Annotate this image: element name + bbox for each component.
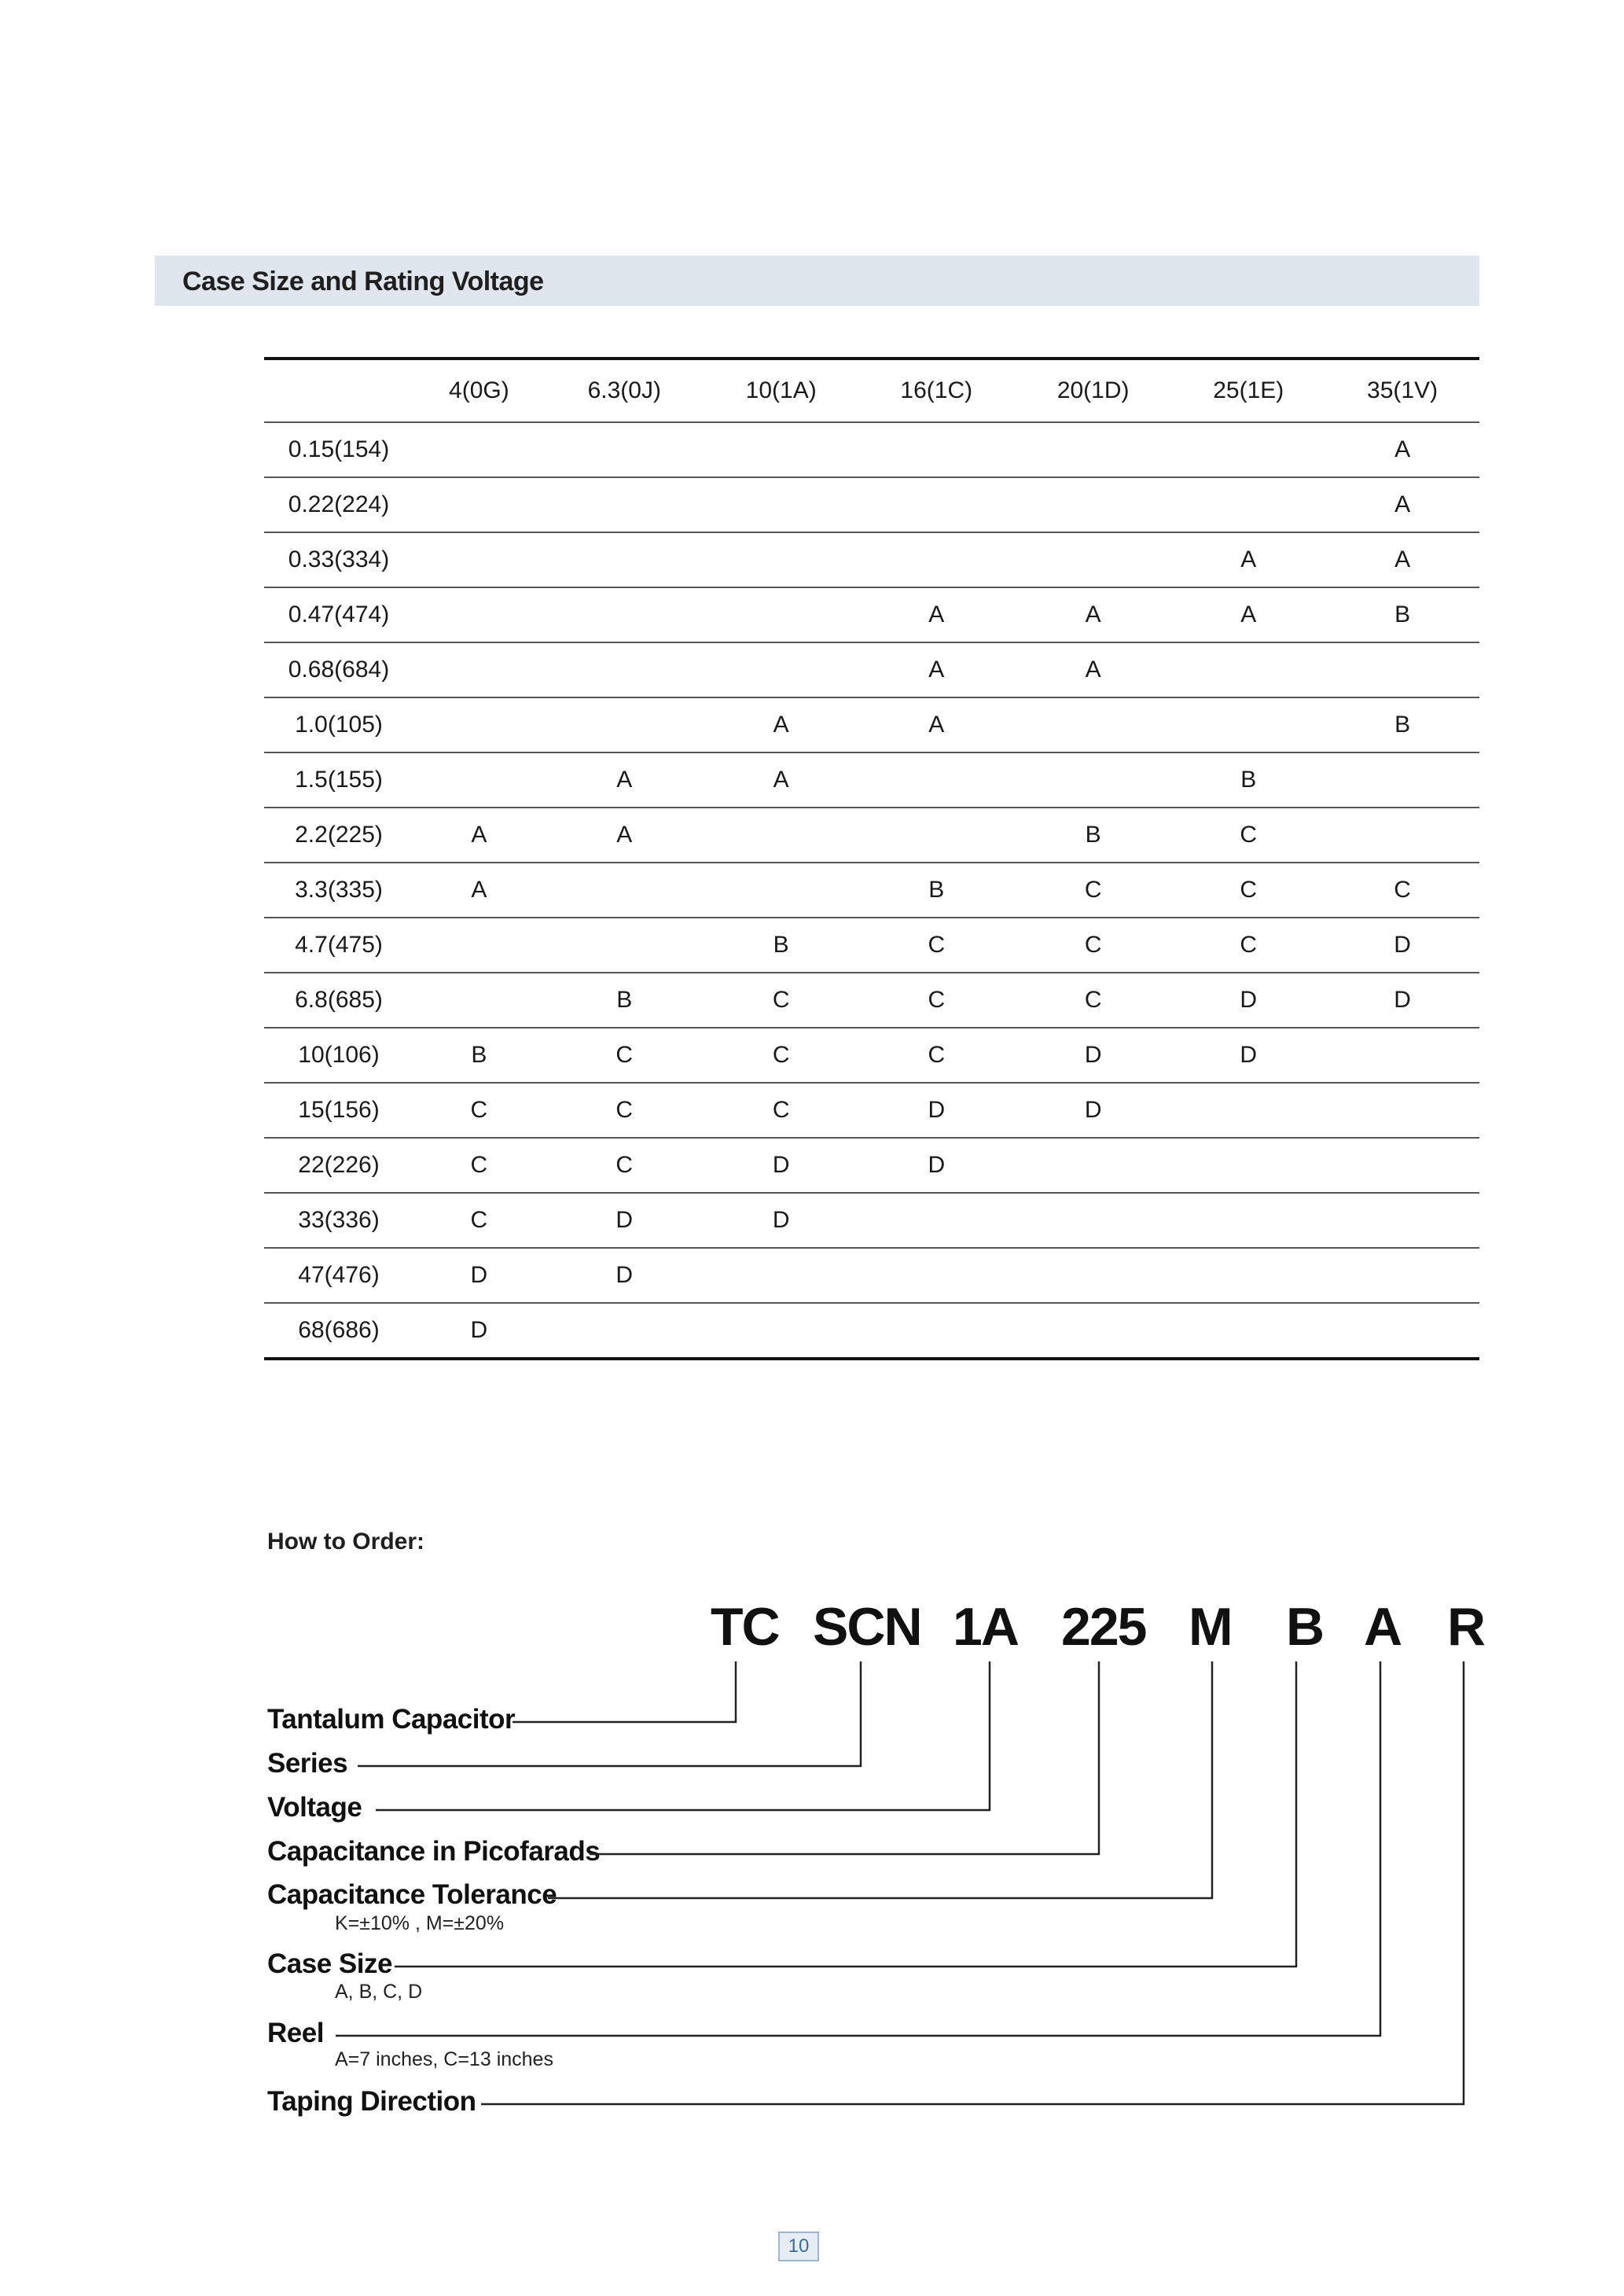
case-size-cell: D [1015, 1083, 1171, 1138]
leader-line-series [358, 1661, 861, 1766]
case-size-cell: B [545, 973, 704, 1028]
case-size-cell: C [1015, 918, 1171, 973]
case-size-cell: C [1171, 808, 1325, 863]
case-size-cell: D [1325, 918, 1479, 973]
capacitance-cell: 0.15(154) [264, 422, 413, 477]
case-size-cell: A [1015, 642, 1171, 697]
case-size-cell: A [1325, 532, 1479, 587]
case-size-cell: D [413, 1303, 545, 1359]
code-segment-capacitance: 225 [1061, 1597, 1146, 1657]
label-taping-direction: Taping Direction [267, 2086, 476, 2117]
code-segment-voltage: 1A [953, 1597, 1018, 1657]
case-size-cell: A [413, 808, 545, 863]
case-size-cell: C [704, 1028, 858, 1083]
case-size-cell: C [858, 918, 1015, 973]
case-size-cell: B [1171, 752, 1325, 808]
how-to-order-title: How to Order: [267, 1529, 424, 1555]
case-size-cell: B [1325, 697, 1479, 752]
case-size-cell: C [413, 1138, 545, 1193]
leader-line-reel [336, 1661, 1380, 2036]
capacitance-cell: 68(686) [264, 1303, 413, 1359]
leader-line-tantalum [513, 1661, 736, 1722]
case-size-cell: A [704, 752, 858, 808]
capacitance-cell: 1.0(105) [264, 697, 413, 752]
sub-label-reel: A=7 inches, C=13 inches [335, 2048, 553, 2070]
sub-label-case-size: A, B, C, D [335, 1981, 423, 2003]
case-size-cell: C [1171, 918, 1325, 973]
case-size-cell: C [1015, 973, 1171, 1028]
header-voltage: 20(1D) [1015, 359, 1171, 422]
case-size-cell: C [413, 1193, 545, 1248]
code-segment-taping: R [1447, 1597, 1485, 1657]
leader-line-tolerance [548, 1661, 1212, 1898]
page-number: 10 [778, 2232, 819, 2261]
capacitance-cell: 47(476) [264, 1248, 413, 1303]
case-size-cell: D [413, 1248, 545, 1303]
case-size-cell: A [1171, 587, 1325, 642]
capacitance-cell: 10(106) [264, 1028, 413, 1083]
label-reel: Reel [267, 2018, 324, 2048]
case-size-cell: A [545, 808, 704, 863]
sub-label-tolerance: K=±10% , M=±20% [335, 1912, 505, 1934]
section-title: Case Size and Rating Voltage [182, 267, 544, 296]
capacitance-cell: 6.8(685) [264, 973, 413, 1028]
case-size-cell: C [704, 973, 858, 1028]
label-capacitance: Capacitance in Picofarads [267, 1836, 601, 1867]
case-size-cell: C [1325, 863, 1479, 918]
header-voltage: 4(0G) [413, 359, 545, 422]
case-size-cell: B [1325, 587, 1479, 642]
case-size-cell: B [413, 1028, 545, 1083]
case-size-cell: B [858, 863, 1015, 918]
case-size-cell: B [1015, 808, 1171, 863]
leader-line-case-size [395, 1661, 1296, 1967]
case-size-cell: A [545, 752, 704, 808]
capacitance-cell: 2.2(225) [264, 808, 413, 863]
case-size-cell: D [858, 1138, 1015, 1193]
case-size-cell: D [704, 1193, 858, 1248]
case-size-cell: C [1171, 863, 1325, 918]
leader-line-capacitance [590, 1661, 1099, 1854]
capacitance-cell: 0.33(334) [264, 532, 413, 587]
case-size-cell: C [545, 1028, 704, 1083]
code-segment-tolerance: M [1189, 1597, 1232, 1657]
case-size-cell: B [704, 918, 858, 973]
case-size-cell: D [1171, 973, 1325, 1028]
label-series: Series [267, 1748, 348, 1779]
label-voltage: Voltage [267, 1792, 362, 1823]
case-size-cell: D [1171, 1028, 1325, 1083]
header-voltage: 6.3(0J) [545, 359, 704, 422]
case-size-cell: A [704, 697, 858, 752]
case-size-cell: C [413, 1083, 545, 1138]
case-size-cell: A [858, 697, 1015, 752]
label-case-size: Case Size [267, 1948, 392, 1979]
capacitance-cell: 33(336) [264, 1193, 413, 1248]
capacitance-cell: 15(156) [264, 1083, 413, 1138]
case-size-cell: C [1015, 863, 1171, 918]
header-voltage: 35(1V) [1325, 359, 1479, 422]
case-size-cell: D [1325, 973, 1479, 1028]
code-segment-series: SCN [813, 1597, 921, 1657]
case-size-cell: A [858, 587, 1015, 642]
case-size-cell: A [858, 642, 1015, 697]
case-size-cell: C [545, 1138, 704, 1193]
case-size-cell: D [858, 1083, 1015, 1138]
case-size-cell: C [545, 1083, 704, 1138]
case-size-cell: A [1325, 477, 1479, 532]
leader-line-taping [481, 1661, 1464, 2104]
leader-line-voltage [376, 1661, 990, 1810]
case-size-cell: D [545, 1193, 704, 1248]
header-voltage: 16(1C) [858, 359, 1015, 422]
header-voltage: 10(1A) [704, 359, 858, 422]
capacitance-cell: 0.68(684) [264, 642, 413, 697]
case-size-cell: A [413, 863, 545, 918]
case-size-cell: D [545, 1248, 704, 1303]
code-segment-reel: A [1364, 1597, 1402, 1657]
capacitance-cell: 0.22(224) [264, 477, 413, 532]
capacitance-cell: 4.7(475) [264, 918, 413, 973]
case-size-cell: D [1015, 1028, 1171, 1083]
capacitance-cell: 1.5(155) [264, 752, 413, 808]
code-segment-tc: TC [711, 1597, 779, 1657]
capacitance-cell: 0.47(474) [264, 587, 413, 642]
case-size-cell: A [1171, 532, 1325, 587]
header-voltage: 25(1E) [1171, 359, 1325, 422]
case-size-cell: A [1015, 587, 1171, 642]
capacitance-cell: 3.3(335) [264, 863, 413, 918]
case-size-cell: D [704, 1138, 858, 1193]
case-size-cell: C [858, 973, 1015, 1028]
case-size-cell: C [704, 1083, 858, 1138]
case-size-cell: A [1325, 422, 1479, 477]
code-segment-case-size: B [1286, 1597, 1324, 1657]
capacitance-cell: 22(226) [264, 1138, 413, 1193]
label-tolerance: Capacitance Tolerance [267, 1879, 557, 1910]
label-tantalum-capacitor: Tantalum Capacitor [267, 1704, 516, 1735]
case-size-cell: C [858, 1028, 1015, 1083]
